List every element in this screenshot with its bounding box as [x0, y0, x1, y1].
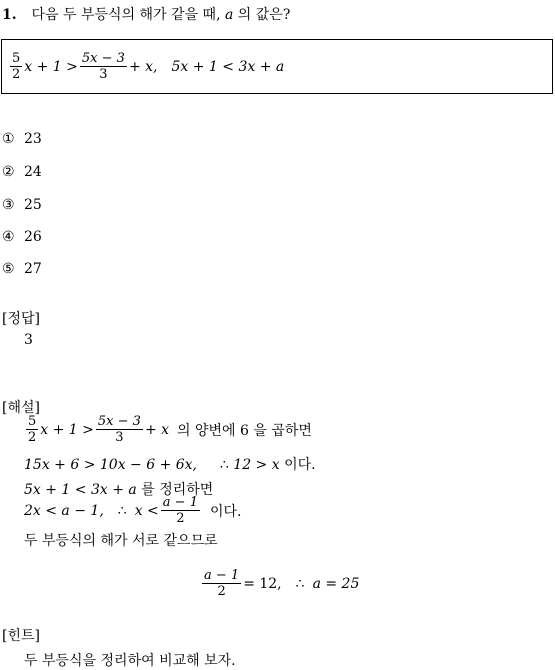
question-header [2, 4, 290, 24]
exp4-frac [161, 495, 200, 526]
exp1-frac2 [96, 414, 143, 445]
exp2-result: 12 > x [233, 457, 280, 473]
ineq1-frac2-den: 3 [80, 66, 127, 82]
exp4-math: 2x < a − 1, [24, 502, 104, 519]
question-text-before: 다음 두 부등식의 해가 같을 때, [31, 7, 221, 23]
exp1-frac1 [26, 414, 38, 445]
ineq2: 5x + 1 < 3x + a [171, 58, 285, 75]
choice-4[interactable] [2, 229, 42, 245]
explanation-line-2 [24, 454, 316, 474]
choice-mark: ② [2, 164, 15, 180]
exp3-math: 5x + 1 < 3x + a [24, 482, 137, 498]
choice-mark: ③ [2, 197, 15, 213]
ineq1-frac2-num: 5x − 3 [81, 51, 125, 66]
ineq1-frac1-num: 5 [12, 51, 21, 66]
exp1-part1: x + 1 > [40, 421, 94, 438]
exp4-frac-num: a − 1 [162, 495, 198, 510]
exp3-text: 를 정리하면 [141, 482, 214, 498]
exp4-frac-den: 2 [161, 510, 200, 526]
choice-mark: ④ [2, 229, 15, 245]
choice-3[interactable] [2, 197, 42, 213]
explanation-line-4 [24, 495, 241, 526]
choice-1[interactable] [2, 131, 42, 147]
exp1-frac2-num: 5x − 3 [97, 414, 141, 429]
explanation-label: [해설] [2, 400, 40, 416]
hint-text: 두 부등식을 정리하여 비교해 보자. [24, 653, 236, 669]
choice-value: 23 [24, 131, 42, 147]
answer-value: 3 [24, 332, 33, 348]
exp1-text: 의 양변에 6 을 곱하면 [177, 422, 312, 439]
question-var: a [224, 7, 234, 23]
exp6-frac [202, 568, 241, 599]
question-number: 1. [2, 7, 17, 23]
exp5-text: 두 부등식의 해가 서로 같으므로 [24, 533, 218, 549]
choice-value: 25 [24, 197, 42, 213]
exp1-frac1-den: 2 [28, 430, 37, 445]
exp2-text: 이다. [284, 457, 316, 473]
exp1-frac2-den: 3 [96, 429, 143, 445]
question-text-after: 의 값은? [237, 7, 291, 23]
ineq1-right-rest: + x, [128, 58, 158, 75]
exp6-frac-num: a − 1 [204, 568, 240, 583]
exp1-part2: + x [144, 421, 170, 438]
choice-mark: ⑤ [2, 261, 15, 277]
explanation-line-6 [200, 568, 359, 599]
choice-value: 24 [24, 164, 42, 180]
choice-5[interactable] [2, 261, 42, 277]
hint-label: [힌트] [2, 628, 40, 644]
exp1-frac1-num: 5 [28, 414, 37, 429]
explanation-line-1 [24, 414, 312, 445]
answer-label: [정답] [2, 311, 40, 327]
exp2-math: 15x + 6 > 10x − 6 + 6x, [24, 457, 198, 473]
problem-inequalities [8, 51, 284, 82]
exp6-result: a = 25 [312, 575, 360, 592]
exp6-eq: = 12, [243, 575, 282, 592]
choice-value: 26 [24, 229, 42, 245]
exp2-therefore: ∴ [219, 457, 229, 473]
exp4-lhs: x < [134, 502, 159, 519]
choice-2[interactable] [2, 164, 42, 180]
exp6-therefore: ∴ [295, 575, 305, 592]
problem-box [1, 39, 553, 94]
exp4-therefore: ∴ [117, 502, 127, 519]
exp6-frac-den: 2 [202, 583, 241, 599]
choice-value: 27 [24, 261, 42, 277]
choice-mark: ① [2, 131, 15, 147]
ineq1-frac2 [80, 51, 127, 82]
exp4-text: 이다. [209, 503, 242, 520]
ineq1-left-rest: x + 1 > [24, 58, 78, 75]
ineq1-frac1 [10, 51, 22, 82]
ineq1-frac1-den: 2 [12, 67, 21, 82]
explanation-line-5 [24, 530, 218, 550]
